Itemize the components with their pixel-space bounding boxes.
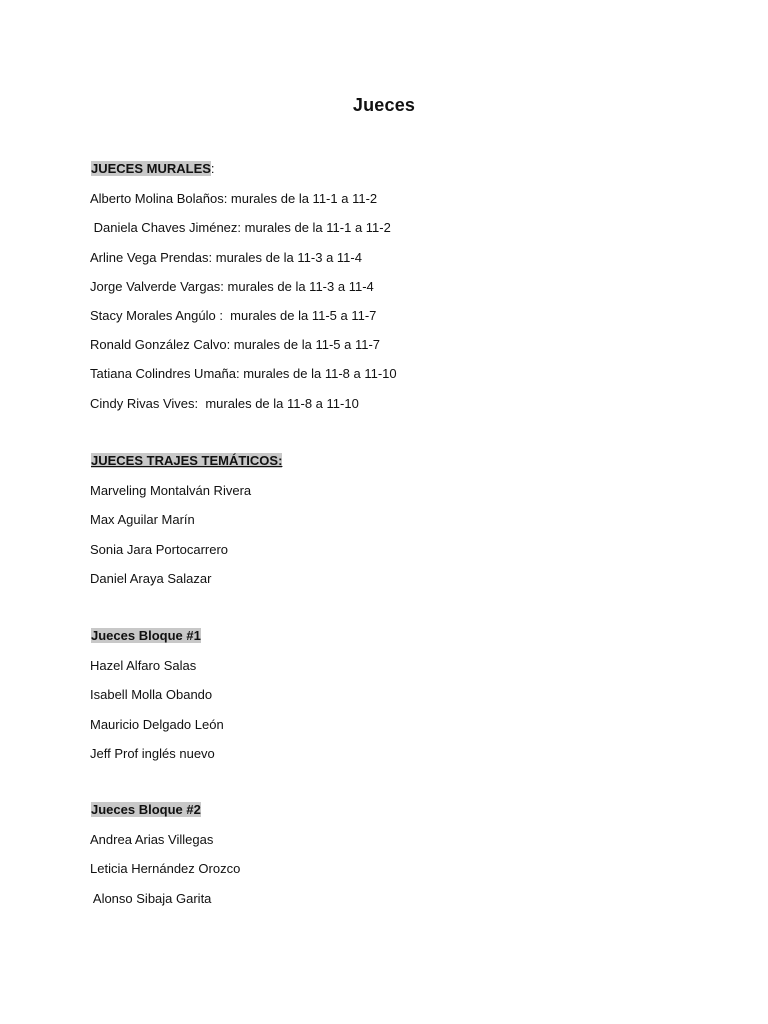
heading-highlight: JUECES MURALES (91, 161, 211, 176)
section-heading (90, 628, 202, 644)
section-jueces-bloque-1 (90, 627, 690, 762)
list-item: Ronald González Calvo: murales de la 11-5 a 11-7 (90, 337, 381, 353)
section-heading (90, 453, 283, 469)
list-item: Leticia Hernández Orozco (90, 861, 241, 877)
section-heading (90, 161, 216, 177)
section-jueces-bloque-2 (90, 801, 690, 907)
heading-highlight: Jueces Bloque #1 (91, 628, 201, 643)
list-item: Jeff Prof inglés nuevo (90, 745, 215, 761)
section-heading (90, 802, 202, 818)
list-item: Alberto Molina Bolaños: murales de la 11-1 a 11-2 (90, 191, 378, 207)
list-item: Mauricio Delgado León (90, 716, 224, 732)
judge-list (90, 832, 690, 906)
page-title: Jueces (352, 95, 416, 115)
list-item: Daniela Chaves Jiménez: murales de la 11-1 a 11-2 (90, 220, 391, 236)
judge-list (90, 658, 690, 762)
heading-highlight: JUECES TRAJES TEMÁTICOS: (91, 453, 283, 468)
judge-list (90, 191, 690, 411)
judge-list (90, 483, 690, 587)
list-item: Max Aguilar Marín (90, 512, 195, 528)
list-item: Daniel Araya Salazar (90, 570, 212, 586)
list-item: Stacy Morales Angúlo : murales de la 11-5 a 11-7 (90, 307, 377, 323)
list-item: Hazel Alfaro Salas (90, 658, 197, 674)
list-item: Arline Vega Prendas: murales de la 11-3 a 11-4 (90, 249, 362, 265)
list-item: Andrea Arias Villegas (90, 832, 214, 848)
list-item: Alonso Sibaja Garita (90, 890, 212, 906)
section-jueces-murales (90, 160, 690, 412)
section-jueces-trajes-tematicos (90, 452, 690, 587)
list-item: Jorge Valverde Vargas: murales de la 11-3 a 11-4 (90, 278, 374, 294)
heading-highlight: Jueces Bloque #2 (91, 802, 201, 817)
heading-suffix: : (210, 161, 215, 176)
list-item: Sonia Jara Portocarrero (90, 541, 229, 557)
list-item: Isabell Molla Obando (90, 687, 213, 703)
list-item: Marveling Montalván Rivera (90, 483, 252, 499)
list-item: Tatiana Colindres Umaña: murales de la 11-8 a 11-10 (90, 366, 397, 382)
list-item: Cindy Rivas Vives: murales de la 11-8 a 11-10 (90, 395, 359, 411)
